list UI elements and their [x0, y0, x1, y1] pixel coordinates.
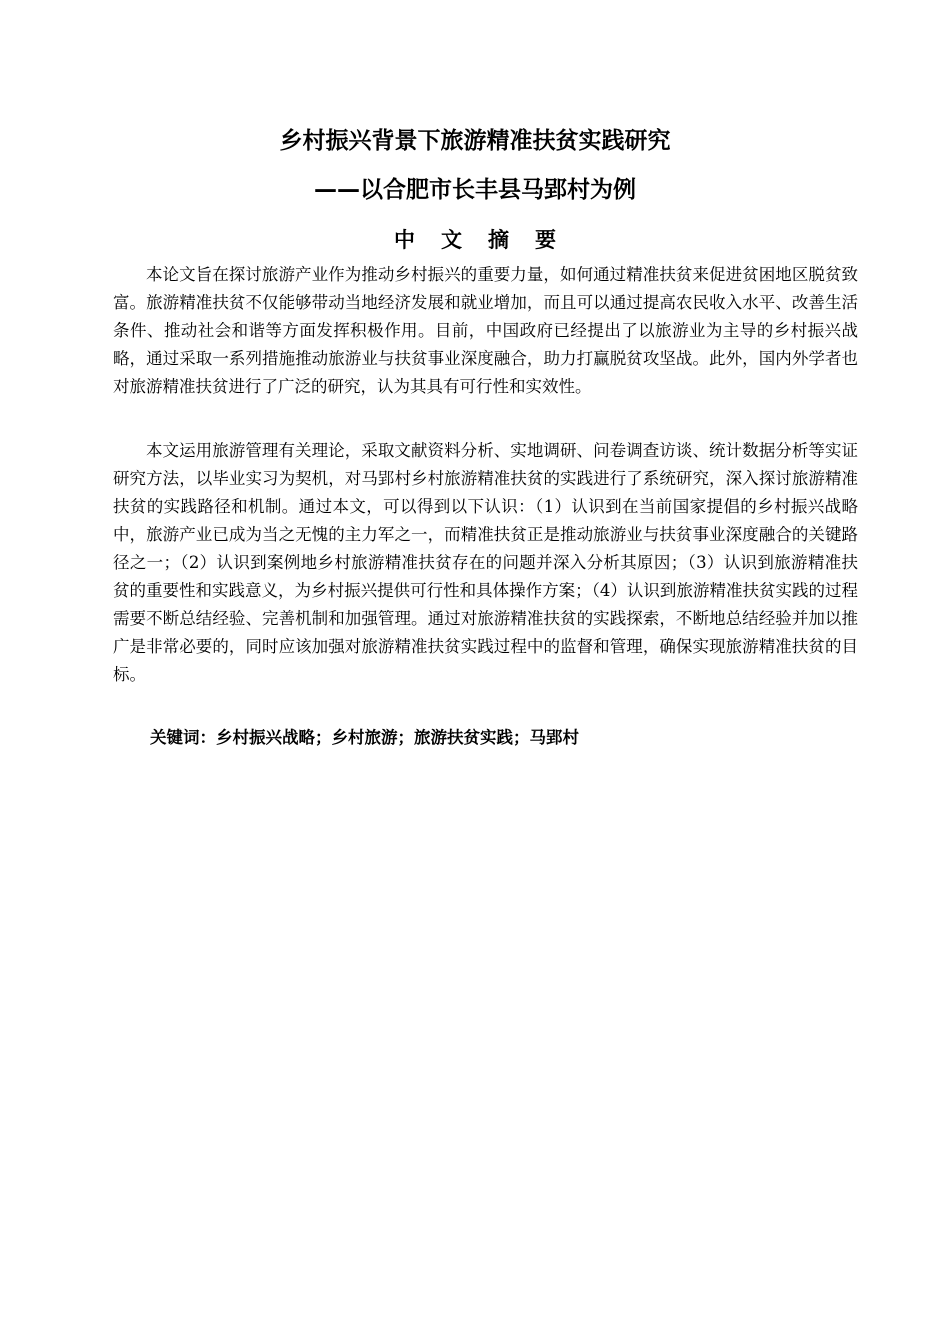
paper-title: 乡村振兴背景下旅游精准扶贫实践研究	[279, 128, 671, 154]
abstract-paragraph-1-block	[113, 261, 858, 401]
abstract-paragraph: 本论文旨在探讨旅游产业作为推动乡村振兴的重要力量，如何通过精准扶贫来促进贫困地区脱贫致富。旅游精准扶贫不仅能够带动当地经济发展和就业增加，而且可以通过提高农民收入水平、改善生活条件、推动社会和谐等方面发挥积极作用。目前，中国政府已经提出了以旅游业为主导的乡村振兴战略，通过采取一系列措施推动旅游业与扶贫事业深度融合，助力打赢脱贫攻坚战。此外，国内外学者也对旅游精准扶贫进行了广泛的研究，认为其具有可行性和实效性。	[113, 265, 858, 396]
abstract-paragraph: 本文运用旅游管理有关理论，采取文献资料分析、实地调研、问卷调查访谈、统计数据分析等实证研究方法，以毕业实习为契机，对马郢村乡村旅游精准扶贫的实践进行了系统研究，深入探讨旅游精准扶贫的实践路径和机制。通过本文，可以得到以下认识：（1）认识到在当前国家提倡的乡村振兴战略中，旅游产业已成为当之无愧的主力军之一，而精准扶贫正是推动旅游业与扶贫事业深度融合的关键路径之一；（2）认识到案例地乡村旅游精准扶贫存在的问题并深入分析其原因；（3）认识到旅游精准扶贫的重要性和实践意义，为乡村振兴提供可行性和具体操作方案；（4）认识到旅游精准扶贫实践的过程需要不断总结经验、完善机制和加强管理。通过对旅游精准扶贫的实践探索，不断地总结经验并加以推广是非常必要的，同时应该加强对旅游精准扶贫实践过程中的监督和管理，确保实现旅游精准扶贫的目标。	[113, 441, 858, 684]
keywords-line: 关键词：乡村振兴战略；乡村旅游；旅游扶贫实践；马郢村	[150, 728, 579, 747]
abstract-heading: 中文摘要	[394, 228, 582, 252]
abstract-paragraph-2-block	[113, 437, 858, 689]
paper-subtitle: ——以合肥市长丰县马郢村为例	[314, 177, 636, 203]
